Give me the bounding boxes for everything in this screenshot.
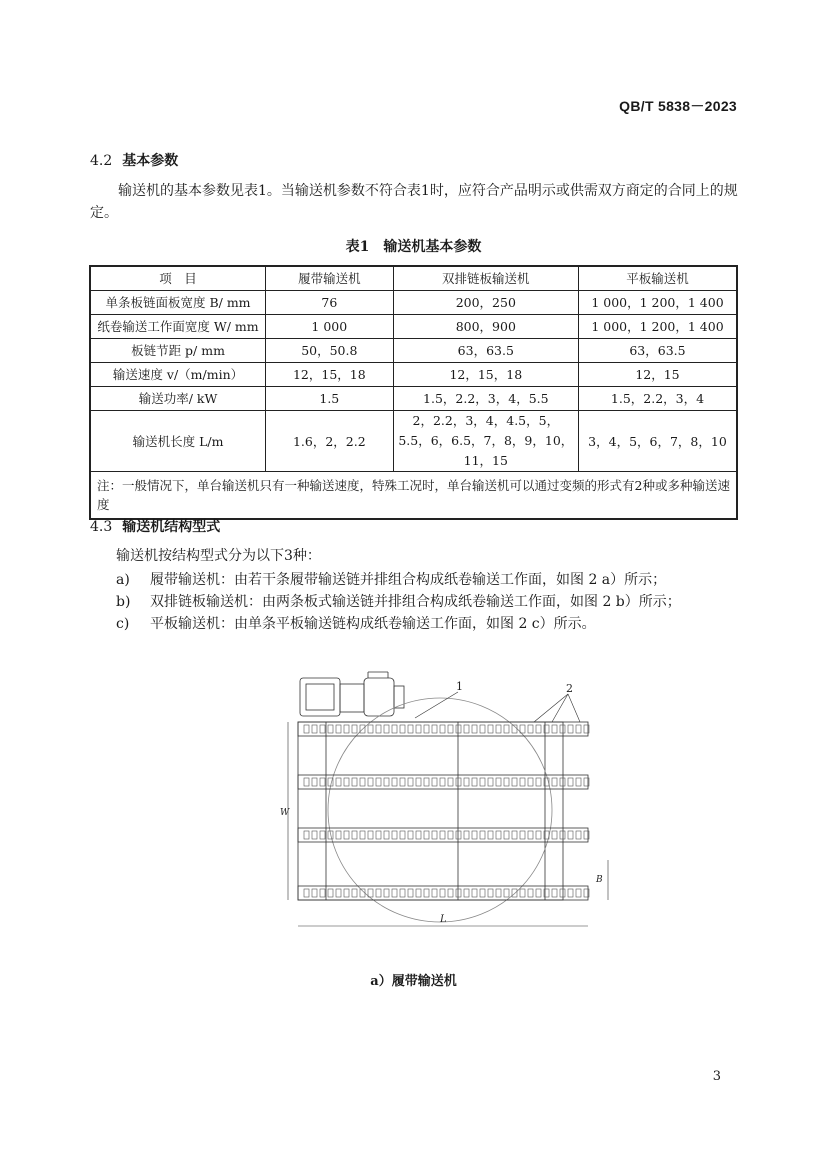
chain-link: [568, 725, 573, 733]
table-cell: 纸卷输送工作面宽度 W/ mm: [90, 314, 266, 338]
chain-link: [352, 889, 357, 897]
table-caption: 表1 输送机基本参数: [345, 239, 482, 255]
chain-link: [408, 831, 413, 839]
chain-link: [376, 725, 381, 733]
chain-link: [336, 889, 341, 897]
table-cell: 2，2.2，3，4，4.5，5，5.5，6，6.5，7，8，9，10，11，15: [393, 410, 578, 471]
table-cell: 3，4，5，6，7，8，10: [578, 410, 737, 471]
chain-link: [384, 778, 389, 786]
chain-link: [304, 889, 309, 897]
table-header-cell: 项 目: [90, 266, 266, 290]
chain-link: [320, 831, 325, 839]
chain-link: [528, 889, 533, 897]
chain-link: [496, 778, 501, 786]
chain-link: [432, 831, 437, 839]
chain-link: [472, 725, 477, 733]
chain-link: [472, 831, 477, 839]
figure-subcaption: a）履带输送机: [370, 974, 457, 989]
chain-link: [352, 831, 357, 839]
page-number: 3: [712, 1069, 721, 1084]
chain-link: [520, 831, 525, 839]
chain-link: [392, 778, 397, 786]
dimension-l: L: [440, 914, 447, 925]
table-row: [90, 338, 737, 362]
table-cell: 1 000，1 200，1 400: [578, 314, 737, 338]
chain-link: [512, 889, 517, 897]
chain-link: [536, 725, 541, 733]
callout-2: 2: [566, 682, 573, 695]
chain-link: [512, 778, 517, 786]
chain-link: [480, 889, 485, 897]
list-item: [116, 614, 596, 634]
chain-link: [464, 831, 469, 839]
chain-link: [536, 778, 541, 786]
chain-link: [424, 778, 429, 786]
table-cell: 输送机长度 L/m: [90, 410, 266, 471]
chain-link: [552, 778, 557, 786]
chain-link: [416, 831, 421, 839]
chain-link: [304, 831, 309, 839]
chain-link: [368, 778, 373, 786]
chain-link: [368, 889, 373, 897]
chain-link: [344, 778, 349, 786]
chain-link: [440, 725, 445, 733]
list-marker: b): [116, 594, 131, 610]
chain-link: [400, 831, 405, 839]
chain-link: [360, 778, 365, 786]
chain-link: [568, 778, 573, 786]
chain-link: [440, 889, 445, 897]
table-row: [90, 410, 737, 471]
chain-link: [528, 831, 533, 839]
chain-link: [352, 778, 357, 786]
table-cell: 1.6，2，2.2: [266, 410, 394, 471]
list-marker: c): [116, 616, 130, 632]
list-text: 履带输送机：由若干条履带输送链并排组合构成纸卷输送工作面，如图 2 a）所示；: [150, 572, 667, 588]
table-cell: 单条板链面板宽度 B/ mm: [90, 290, 266, 314]
table-cell: 12，15: [578, 362, 737, 386]
chain-link: [392, 725, 397, 733]
chain-link: [504, 889, 509, 897]
chain-link: [552, 725, 557, 733]
chain-link: [312, 725, 317, 733]
chain-link: [488, 725, 493, 733]
chain-link: [472, 889, 477, 897]
chain-link: [304, 778, 309, 786]
chain-link: [464, 778, 469, 786]
table-cell: 1 000: [266, 314, 394, 338]
chain-link: [512, 831, 517, 839]
list-text: 平板输送机：由单条平板输送链构成纸卷输送工作面，如图 2 c）所示。: [150, 616, 596, 632]
chain-link: [568, 889, 573, 897]
table-note-row: [90, 471, 737, 519]
chain-link: [304, 725, 309, 733]
chain-link: [480, 831, 485, 839]
chain-link: [312, 778, 317, 786]
table-cell: 板链节距 p/ mm: [90, 338, 266, 362]
chain-link: [384, 725, 389, 733]
chain-link: [560, 778, 565, 786]
chain-link: [400, 778, 405, 786]
chain-link: [368, 831, 373, 839]
table-note: 注：一般情况下，单台输送机只有一种输送速度，特殊工况时，单台输送机可以通过变频的形式有2种或多种输送速度: [90, 471, 737, 519]
chain-link: [344, 725, 349, 733]
chain-link: [568, 831, 573, 839]
chain-link: [448, 778, 453, 786]
chain-link: [328, 889, 333, 897]
chain-link: [520, 778, 525, 786]
table-cell: 1.5，2.2，3，4，5.5: [393, 386, 578, 410]
chain-link: [552, 831, 557, 839]
list-text: 双排链板输送机：由两条板式输送链并排组合构成纸卷输送工作面，如图 2 b）所示；: [150, 594, 681, 610]
section-number: 4.2: [90, 153, 113, 169]
chain-link: [392, 831, 397, 839]
chain-link: [320, 778, 325, 786]
table-header-cell: 履带输送机: [266, 266, 394, 290]
table-cell: 76: [266, 290, 394, 314]
chain-link: [448, 725, 453, 733]
dimension-w: W: [280, 808, 290, 818]
chain-link: [432, 725, 437, 733]
table-cell: 输送功率/ kW: [90, 386, 266, 410]
parameters-table: [89, 265, 738, 520]
table-cell: 200，250: [393, 290, 578, 314]
chain-link: [456, 831, 461, 839]
chain-link: [456, 778, 461, 786]
chain-link: [464, 725, 469, 733]
chain-link: [408, 778, 413, 786]
chain-link: [424, 725, 429, 733]
crawler-conveyor-drawing: [280, 660, 620, 935]
table-cell: 输送速度 v/（m/min）: [90, 362, 266, 386]
chain-link: [424, 889, 429, 897]
section-4-2-heading: [90, 150, 178, 170]
table-row: [90, 362, 737, 386]
table-header-cell: 双排链板输送机: [393, 266, 578, 290]
chain-link: [576, 889, 581, 897]
chain-link: [392, 889, 397, 897]
chain-link: [496, 831, 501, 839]
chain-link: [376, 831, 381, 839]
section-4-2-paragraph: 输送机的基本参数见表1。当输送机参数不符合表1时，应符合产品明示或供需双方商定的合同上的规定。: [90, 183, 738, 221]
chain-link: [496, 889, 501, 897]
chain-link: [344, 889, 349, 897]
section-title: 基本参数: [122, 153, 179, 169]
chain-link: [320, 725, 325, 733]
list-item: [116, 570, 666, 590]
chain-link: [320, 889, 325, 897]
chain-link: [480, 725, 485, 733]
chain-link: [576, 831, 581, 839]
chain-link: [472, 778, 477, 786]
chain-link: [504, 831, 509, 839]
chain-link: [448, 889, 453, 897]
chain-link: [528, 725, 533, 733]
table-cell: 12，15，18: [266, 362, 394, 386]
chain-link: [480, 778, 485, 786]
table-cell: 1.5，2.2，3，4: [578, 386, 737, 410]
table-header-row: [90, 266, 737, 290]
chain-link: [488, 889, 493, 897]
table-header-cell: 平板输送机: [578, 266, 737, 290]
chain-link: [336, 725, 341, 733]
chain-link: [440, 831, 445, 839]
table-cell: 63，63.5: [578, 338, 737, 362]
table-cell: 1.5: [266, 386, 394, 410]
section-4-3-heading: [90, 516, 220, 536]
table-row: [90, 386, 737, 410]
chain-link: [424, 831, 429, 839]
chain-link: [368, 725, 373, 733]
chain-link: [432, 778, 437, 786]
chain-link: [408, 725, 413, 733]
chain-link: [416, 778, 421, 786]
chain-link: [408, 889, 413, 897]
chain-link: [560, 831, 565, 839]
list-marker: a): [116, 572, 130, 588]
chain-link: [328, 725, 333, 733]
chain-link: [504, 725, 509, 733]
chain-link: [496, 725, 501, 733]
chain-link: [352, 725, 357, 733]
chain-link: [416, 889, 421, 897]
chain-link: [344, 831, 349, 839]
chain-link: [384, 889, 389, 897]
chain-link: [400, 725, 405, 733]
chain-link: [384, 831, 389, 839]
chain-link: [336, 831, 341, 839]
table-cell: 12，15，18: [393, 362, 578, 386]
chain-link: [312, 889, 317, 897]
table-cell: 1 000，1 200，1 400: [578, 290, 737, 314]
chain-link: [488, 778, 493, 786]
table-cell: 63，63.5: [393, 338, 578, 362]
chain-link: [576, 725, 581, 733]
chain-link: [448, 831, 453, 839]
chain-link: [336, 778, 341, 786]
chain-link: [520, 889, 525, 897]
chain-link: [360, 831, 365, 839]
chain-link: [536, 831, 541, 839]
section-4-3-intro: 输送机按结构型式分为以下3种：: [116, 548, 321, 564]
list-item: [116, 592, 681, 612]
frame: [298, 722, 563, 900]
table-cell: 800，900: [393, 314, 578, 338]
chain-link: [416, 725, 421, 733]
chain-link: [440, 778, 445, 786]
chain-link: [560, 725, 565, 733]
chain-link: [504, 778, 509, 786]
chain-link: [464, 889, 469, 897]
chain-link: [456, 725, 461, 733]
dimension-b: B: [596, 875, 603, 885]
chain-link: [400, 889, 405, 897]
table-row: [90, 314, 737, 338]
drive-motor: [300, 672, 404, 716]
callout-1: 1: [456, 680, 463, 693]
chain-link: [488, 831, 493, 839]
section-number: 4.3: [90, 519, 113, 535]
chain-link: [432, 889, 437, 897]
chain-link: [552, 889, 557, 897]
chain-link: [576, 778, 581, 786]
chain-link: [376, 889, 381, 897]
chain-link: [456, 889, 461, 897]
chain-link: [520, 725, 525, 733]
chain-link: [528, 778, 533, 786]
table-cell: 50，50.8: [266, 338, 394, 362]
chain-link: [312, 831, 317, 839]
section-title: 输送机结构型式: [122, 519, 221, 535]
standard-code: QB/T 5838－2023: [619, 98, 737, 114]
chain-link: [560, 889, 565, 897]
chain-link: [376, 778, 381, 786]
table-row: [90, 290, 737, 314]
chain-link: [536, 889, 541, 897]
